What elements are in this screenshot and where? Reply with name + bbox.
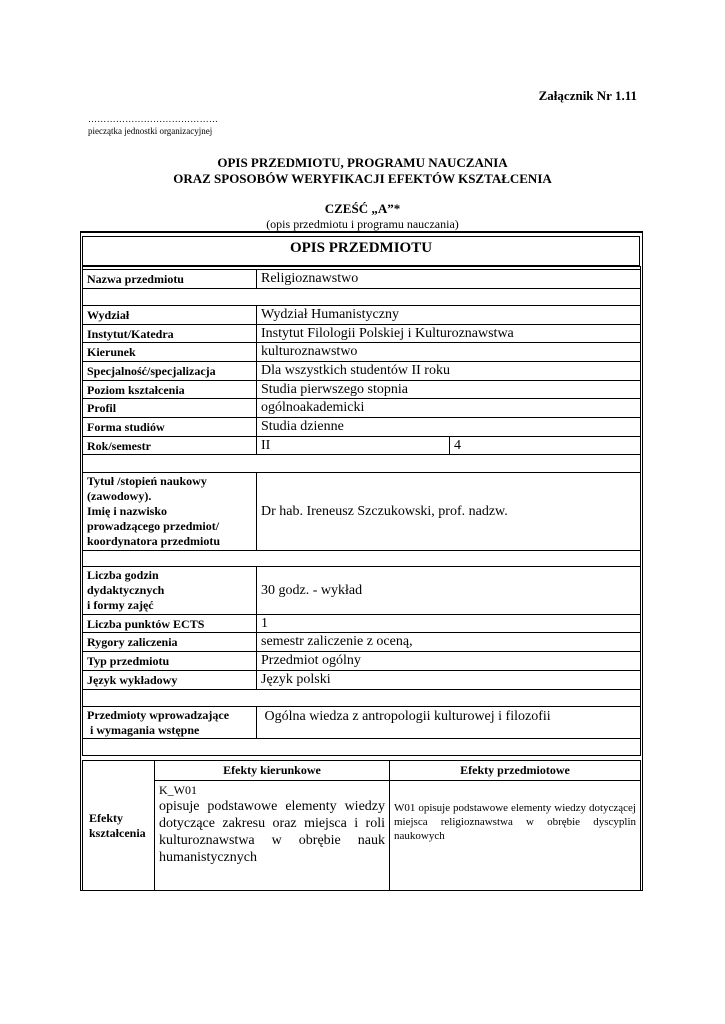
- header-efekty-kierunkowe: Efekty kierunkowe: [155, 761, 390, 781]
- label-nazwa: Nazwa przedmiotu: [83, 270, 257, 289]
- label-godziny-line: dydaktycznych: [87, 583, 165, 597]
- row-specjalnosc: [83, 362, 641, 381]
- value-jezyk: Język polski: [257, 671, 641, 690]
- label-prowadzacy-line: Imię i nazwisko: [87, 504, 168, 518]
- label-prowadzacy-line: (zawodowy).: [87, 489, 152, 503]
- part-subheading: (opis przedmiotu i programu nauczania): [266, 217, 459, 231]
- spacer-row: [83, 551, 641, 567]
- label-godziny-line: i formy zajęć: [87, 598, 154, 612]
- label-poziom: Poziom kształcenia: [83, 381, 257, 399]
- document-title-line1: OPIS PRZEDMIOTU, PROGRAMU NAUCZANIA: [217, 155, 508, 170]
- row-jezyk: [83, 671, 641, 690]
- value-rok: II: [257, 437, 450, 455]
- value-ects: 1: [257, 615, 641, 633]
- label-forma: Forma studiów: [83, 418, 257, 437]
- opis-heading: OPIS PRZEDMIOTU: [82, 236, 640, 266]
- row-godziny: [83, 567, 641, 615]
- value-prowadzacy: Dr hab. Ireneusz Szczukowski, prof. nadzw.: [257, 473, 641, 551]
- effects-header-row: [83, 761, 641, 781]
- row-instytut: [83, 325, 641, 343]
- label-ects: Liczba punktów ECTS: [83, 615, 257, 633]
- value-instytut: Instytut Filologii Polskiej i Kulturoznawstwa: [257, 325, 641, 343]
- label-instytut: Instytut/Katedra: [83, 325, 257, 343]
- value-wydzial: Wydział Humanistyczny: [257, 306, 641, 325]
- row-wydzial: [83, 306, 641, 325]
- value-nazwa: Religioznawstwo: [257, 270, 641, 289]
- label-specjalnosc: Specjalność/specjalizacja: [83, 362, 257, 381]
- label-prowadzacy-line: prowadzącego przedmiot/: [87, 519, 220, 533]
- label-profil: Profil: [83, 399, 257, 418]
- spacer-row: [83, 289, 641, 306]
- label-wydzial: Wydział: [83, 306, 257, 325]
- label-typ: Typ przedmiotu: [83, 652, 257, 671]
- row-rok: [83, 437, 641, 455]
- document-title-line2: ORAZ SPOSOBÓW WERYFIKACJI EFEKTÓW KSZTAŁCENIA: [173, 171, 552, 186]
- value-forma: Studia dzienne: [257, 418, 641, 437]
- value-rygory: semestr zaliczenie z oceną,: [257, 633, 641, 652]
- label-prowadzacy: [83, 473, 257, 551]
- row-profil: [83, 399, 641, 418]
- course-info-table: [82, 266, 641, 756]
- value-specjalnosc: Dla wszystkich studentów II roku: [257, 362, 641, 381]
- row-prowadzacy: [83, 473, 641, 551]
- row-typ: [83, 652, 641, 671]
- label-rok: Rok/semestr: [83, 437, 257, 455]
- spacer-row: [83, 690, 641, 707]
- stamp-dots: ……………………………………: [88, 114, 219, 124]
- value-wymagania: Ogólna wiedza z antropologii kulturowej i filozofii: [257, 707, 641, 739]
- effects-row-label: [83, 761, 155, 891]
- label-kierunek: Kierunek: [83, 343, 257, 362]
- stamp-caption: pieczątka jednostki organizacyjnej: [88, 126, 213, 136]
- row-rygory: [83, 633, 641, 652]
- header-efekty-przedmiotowe: Efekty przedmiotowe: [390, 761, 641, 781]
- kierunkowe-code: K_W01: [159, 783, 197, 797]
- part-heading: CZEŚĆ „A”*: [324, 201, 401, 216]
- przedmiotowe-text: W01 opisuje podstawowe elementy wiedzy dotyczącej miejsca religioznawstwa w obrębie dyscyplin naukowych: [390, 781, 641, 891]
- label-wymagania-line: Przedmioty wprowadzające: [87, 707, 230, 722]
- effects-content-row: [83, 781, 641, 891]
- row-nazwa: [83, 270, 641, 289]
- row-poziom: [83, 381, 641, 399]
- kierunkowe-cell: [155, 781, 390, 891]
- row-forma: [83, 418, 641, 437]
- value-profil: ogólnoakademicki: [257, 399, 641, 418]
- label-prowadzacy-line: Tytuł /stopień naukowy: [87, 474, 207, 488]
- learning-outcomes-table: [82, 760, 641, 891]
- label-godziny-line: Liczba godzin: [87, 568, 159, 582]
- label-jezyk: Język wykładowy: [83, 671, 257, 690]
- spacer-row: [83, 455, 641, 473]
- row-wymagania: [83, 707, 641, 739]
- value-semestr: 4: [450, 437, 641, 455]
- row-kierunek: [83, 343, 641, 362]
- label-wymagania: [83, 707, 257, 739]
- row-ects: [83, 615, 641, 633]
- annex-number: Załącznik Nr 1.11: [538, 88, 637, 103]
- label-prowadzacy-line: koordynatora przedmiotu: [87, 534, 220, 548]
- value-typ: Przedmiot ogólny: [257, 652, 641, 671]
- spacer-row: [83, 739, 641, 756]
- label-godziny: [83, 567, 257, 615]
- effects-row-label-line: kształcenia: [89, 825, 146, 840]
- label-wymagania-line: i wymagania wstępne: [87, 722, 200, 737]
- value-poziom: Studia pierwszego stopnia: [257, 381, 641, 399]
- label-rygory: Rygory zaliczenia: [83, 633, 257, 652]
- effects-row-label-line: Efekty: [89, 810, 123, 825]
- kierunkowe-text: opisuje podstawowe elementy wiedzy dotyczące zakresu oraz miejsca i roli kulturoznawstwa w obrębie nauk humanistycznych: [159, 799, 385, 865]
- value-kierunek: kulturoznawstwo: [257, 343, 641, 362]
- value-godziny: 30 godz. - wykład: [257, 567, 641, 615]
